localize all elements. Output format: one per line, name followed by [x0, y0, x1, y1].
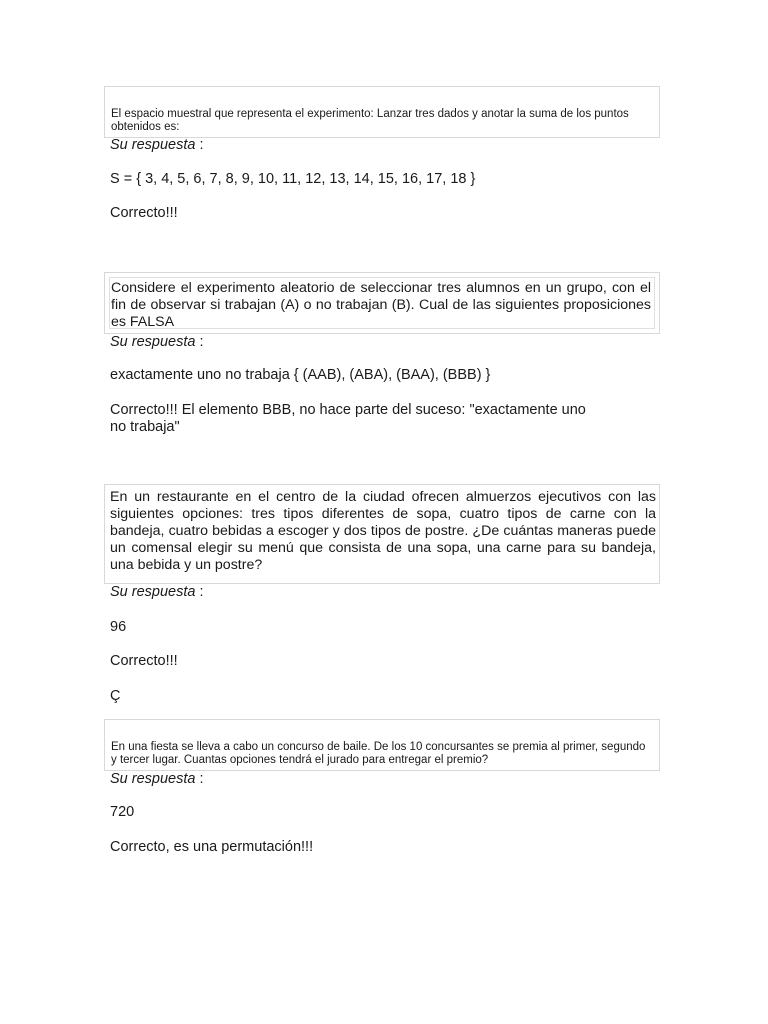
question-box-3 [104, 484, 660, 584]
question-text-4: En una fiesta se lleva a cabo un concurso de baile. De los 10 concursantes se premia al primer, segundo y tercer lugar. Cuantas opciones tendrá el jurado para entregar el premio? [111, 741, 646, 766]
stray-character: Ç [110, 688, 121, 704]
answer-label-2: Su respuesta : [110, 334, 204, 350]
question-box-2 [104, 272, 660, 334]
question-box-1 [104, 86, 660, 138]
answer-value-3: 96 [110, 619, 127, 635]
answer-value-2: exactamente uno no trabaja { (AAB), (ABA), (BAA), (BBB) } [110, 367, 491, 383]
answer-value-4: 720 [110, 804, 135, 820]
feedback-1: Correcto!!! [110, 205, 178, 221]
answer-value-1: S = { 3, 4, 5, 6, 7, 8, 9, 10, 11, 12, 13, 14, 15, 16, 17, 18 } [110, 171, 476, 187]
feedback-2-line-2: no trabaja" [110, 419, 180, 435]
question-text-1: El espacio muestral que representa el experimento: Lanzar tres dados y anotar la suma de los puntos obtenidos es: [111, 108, 629, 133]
question-text-2: Considere el experimento aleatorio de seleccionar tres alumnos en un grupo, con el fin de observar si trabajan (A) o no trabajan (B). Cual de las siguientes proposiciones es FALSA [111, 280, 651, 330]
answer-label-1: Su respuesta : [110, 137, 204, 153]
question-text-3: En un restaurante en el centro de la ciudad ofrecen almuerzos ejecutivos con las siguientes opciones: tres tipos diferentes de sopa, cuatro tipos de carne con la bandeja, cuatro bebidas a escoger y dos tipos de postre. ¿De cuántas maneras puede un comensal elegir su menú que consista de una sopa, una carne para su bandeja, una bebida y un postre? [110, 489, 656, 573]
feedback-2-line-1: Correcto!!! El elemento BBB, no hace parte del suceso: "exactamente uno [110, 402, 586, 418]
feedback-3: Correcto!!! [110, 653, 178, 669]
question-box-4 [104, 719, 660, 771]
feedback-4: Correcto, es una permutación!!! [110, 839, 314, 855]
answer-label-4: Su respuesta : [110, 771, 204, 787]
answer-label-3: Su respuesta : [110, 584, 204, 600]
